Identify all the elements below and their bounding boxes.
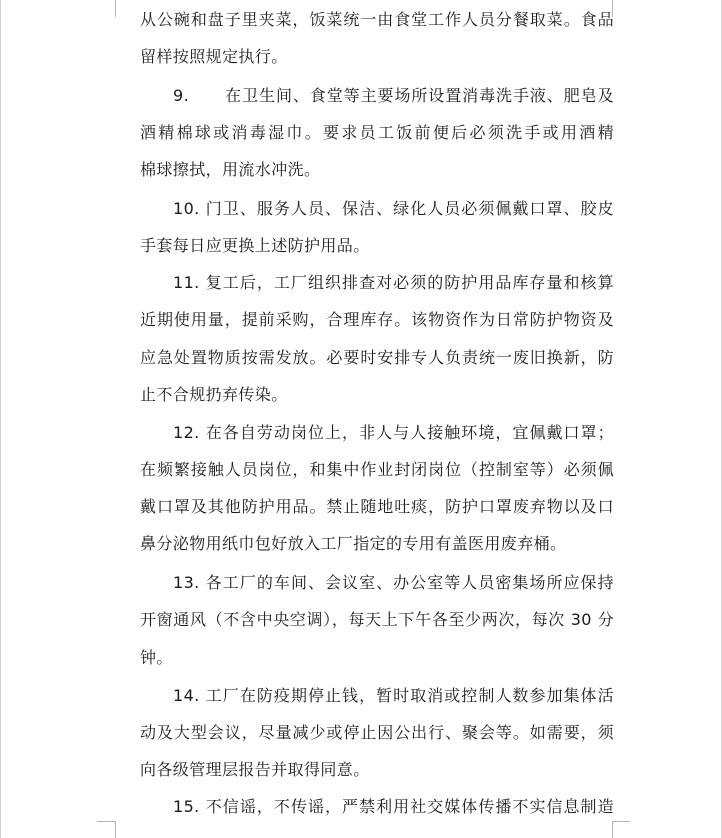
paragraph-line: 戴口罩及其他防护用品。禁止随地吐痰，防护口罩废弃物以及口 [140, 497, 614, 516]
crop-mark-bottom-left [97, 821, 116, 838]
paragraph-line: 棉球擦拭，用流水冲洗。 [140, 160, 321, 179]
paragraph-line: 开窗通风（不含中央空调），每天上下午各至少两次，每次 30 分 [140, 610, 614, 629]
paragraph-line: 从公碗和盘子里夹菜，饭菜统一由食堂工作人员分餐取菜。食品 [140, 10, 614, 29]
paragraph-line: 留样按照规定执行。 [140, 47, 288, 66]
paragraph-line: 近期使用量，提前采购，合理库存。该物资作为日常防护物资及 [140, 310, 614, 329]
paragraph-line-item-10: 10. 门卫、服务人员、保洁、绿化人员必须佩戴口罩、胶皮 [173, 199, 614, 218]
paragraph-line: 向各级管理层报告并取得同意。 [140, 760, 370, 779]
paragraph-line: 动及大型会议，尽量减少或停止因公出行、聚会等。如需要，须 [140, 723, 614, 742]
paragraph-line-item-9: 9. 在卫生间、食堂等主要场所设置消毒洗手液、肥皂及 [173, 86, 614, 105]
paragraph-line-item-15: 15. 不信谣，不传谣，严禁利用社交媒体传播不实信息制造 [173, 797, 614, 816]
crop-mark-bottom-right [612, 821, 631, 838]
crop-mark-top-left [97, 0, 116, 17]
paragraph-line: 酒精棉球或消毒湿巾。要求员工饭前便后必须洗手或用酒精 [140, 123, 614, 142]
paragraph-line: 在频繁接触人员岗位，和集中作业封闭岗位（控制室等）必须佩 [140, 460, 614, 479]
crop-mark-bottom-left-h [97, 821, 115, 822]
paragraph-line: 鼻分泌物用纸巾包好放入工厂指定的专用有盖医用废弃桶。 [140, 534, 567, 553]
paragraph-line-item-14: 14. 工厂在防疫期停止钱，暂时取消或控制人数参加集体活 [173, 686, 614, 705]
paragraph-line-item-12: 12. 在各自劳动岗位上，非人与人接触环境，宜佩戴口罩； [173, 423, 614, 442]
paragraph-line: 止不合规扔弃传染。 [140, 385, 288, 404]
paragraph-line-item-11: 11. 复工后，工厂组织排查对必须的防护用品库存量和核算 [173, 273, 614, 292]
paragraph-line-item-13: 13. 各工厂的车间、会议室、办公室等人员密集场所应保持 [173, 573, 614, 592]
paragraph-line: 应急处置物质按需发放。必要时安排专人负责统一废旧换新，防 [140, 348, 614, 367]
crop-mark-top-right [612, 0, 631, 17]
paragraph-line: 手套每日应更换上述防护用品。 [140, 236, 370, 255]
paragraph-line: 钟。 [140, 648, 173, 667]
crop-mark-bottom-right-h [612, 821, 630, 822]
